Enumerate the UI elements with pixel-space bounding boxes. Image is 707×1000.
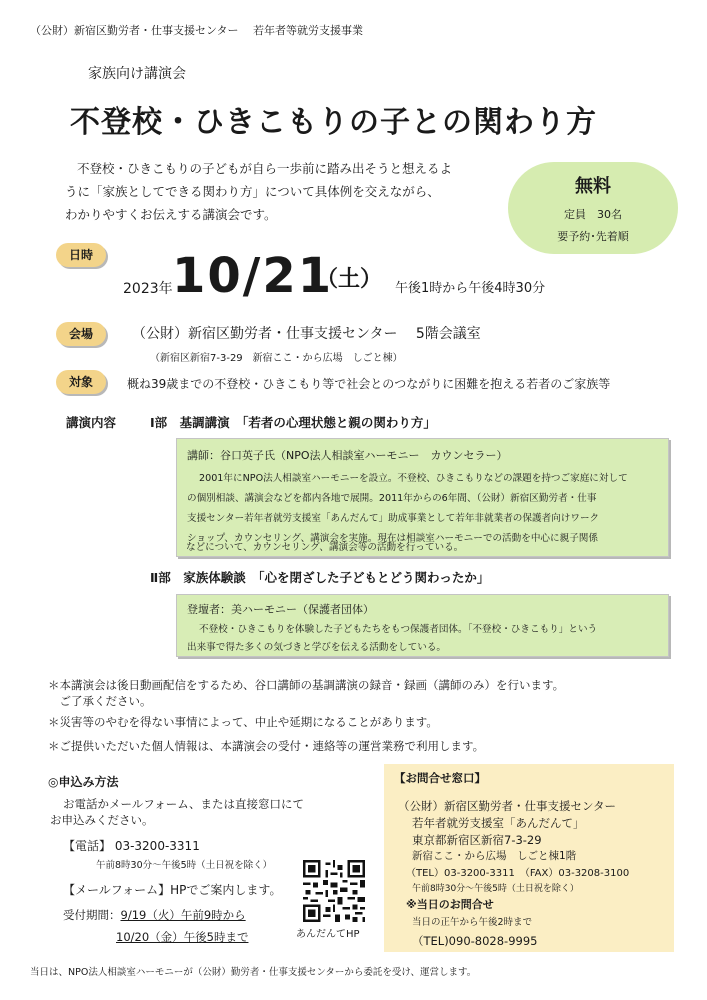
footer-note: 当日は、NPO法人相談室ハーモニーが（公財）勤労者・仕事支援センターから委託を受け、運営します。 <box>30 967 477 978</box>
apply-instructions-cont: お申込みください。 <box>50 813 154 827</box>
event-subtitle: 家族向け講演会 <box>88 66 186 82</box>
page-title: 不登校・ひきこもりの子との関わり方 <box>70 105 597 140</box>
apply-period-label: 受付期間： <box>63 908 121 922</box>
date-label-pill: 日時 <box>56 243 106 267</box>
free-label: 無料 <box>575 176 611 197</box>
free-badge <box>508 162 678 254</box>
apply-phone: 【電話】 03-3200-3311 <box>63 839 200 853</box>
venue-name: （公財）新宿区勤労者・仕事支援センター 5階会議室 <box>132 326 481 342</box>
intro-line-1: 不登校・ひきこもりの子どもが自ら一歩前に踏み出そうと想えるよ <box>77 161 453 176</box>
presenter-bio-line: 出来事で得た多くの気づきと学びを伝える活動をしている。 <box>187 642 447 653</box>
apply-instructions: お電話かメールフォーム、または直接窓口にて <box>63 797 305 811</box>
contact-tel-fax: （TEL）03-3200-3311 （FAX）03-3208-3100 <box>406 868 630 879</box>
target-text: 概ね39歳までの不登校・ひきこもり等で社会とのつながりに困難を抱える若者のご家族等 <box>127 377 611 391</box>
note-recording-cont: ご了承ください。 <box>48 694 152 708</box>
apply-period-start: 9/19（火）午前9時から <box>120 908 246 922</box>
target-label-pill: 対象 <box>56 370 106 394</box>
venue-label-pill: 会場 <box>56 322 106 346</box>
apply-period-end: 10/20（金）午後5時まで <box>116 930 249 944</box>
apply-period <box>63 907 246 923</box>
speaker-bio-line: の個別相談、講演会などを都内各地で展開。2011年からの6年間、（公財）新宿区勤労者・仕事 <box>187 493 597 504</box>
apply-heading: ◎申込み方法 <box>48 775 119 789</box>
venue-address: （新宿区新宿7-3-29 新宿ここ・から広場 しごと棟） <box>150 353 403 364</box>
presenter-name: 登壇者：美ハーモニー（保護者団体） <box>187 603 374 616</box>
speaker-name: 講師：谷口英子氏（NPO法人相談室ハーモニー カウンセラー） <box>187 449 508 462</box>
contact-heading: 【お問合せ窓口】 <box>394 771 486 785</box>
speaker-bio-line: 2001年にNPO法人相談室ハーモニーを設立。不登校、ひきこもりなどの課題を持つご家庭に対して <box>199 473 628 484</box>
contact-address-building: 新宿ここ・から広場 しごと棟1階 <box>412 850 577 862</box>
apply-phone-hours: 午前8時30分～午後5時（土日祝を除く） <box>96 860 273 871</box>
note-cancellation: ＊災害等のやむを得ない事情によって、中止や延期になることがあります。 <box>48 715 438 729</box>
speaker-bio-line: ショップ、カウンセリング、講演会を実施。現在は相談室ハーモニーでの活動を中心に親子関係 <box>187 533 598 544</box>
header-org-line: （公財）新宿区勤労者・仕事支援センター 若年者等就労支援事業 <box>30 24 364 37</box>
speaker-bio-line: 支援センター若年者就労支援室「あんだんて」助成事業として若年非就業者の保護者向けワーク <box>187 513 600 524</box>
event-year: 2023年 <box>123 281 173 297</box>
note-privacy: ＊ご提供いただいた個人情報は、本講演会の受付・連絡等の運営業務で利用します。 <box>48 739 485 753</box>
contact-sameday-tel: （TEL)090-8028-9995 <box>412 934 538 948</box>
contact-address: 東京都新宿区新宿7-3-29 <box>412 833 542 847</box>
presenter-bio-line: 不登校・ひきこもりを体験した子どもたちをもつ保護者団体。「不登校・ひきこもり」という <box>199 624 598 635</box>
note-recording: ＊本講演会は後日動画配信をするため、谷口講師の基調講演の録音・録画（講師のみ）を行います。 <box>48 678 565 692</box>
contact-org-sub: 若年者就労支援室「あんだんて」 <box>412 816 585 830</box>
qr-code-icon[interactable] <box>303 860 365 922</box>
apply-mail-form: 【メールフォーム】HPでご案内します。 <box>63 883 282 897</box>
contact-org: （公財）新宿区勤労者・仕事支援センター <box>398 799 617 813</box>
intro-line-3: わかりやすくお伝えする講演会です。 <box>65 207 277 222</box>
contact-sameday-heading: ※当日のお問合せ <box>406 898 494 911</box>
intro-text <box>65 157 520 226</box>
part1-title: Ⅰ部 基調講演 「若者の心理状態と親の関わり方」 <box>150 415 436 430</box>
qr-label: あんだんてHP <box>296 929 360 940</box>
capacity-label: 定員 30名 <box>564 208 622 221</box>
part2-title: Ⅱ部 家族体験談 「心を閉ざした子どもとどう関わったか」 <box>150 570 490 585</box>
event-time: 午後1時から午後4時30分 <box>395 281 546 296</box>
event-date: 10/21 <box>172 248 334 304</box>
contact-hours: 午前8時30分～午後5時（土日祝を除く） <box>412 884 579 894</box>
contact-sameday-hours: 当日の正午から午後2時まで <box>412 917 533 928</box>
reservation-label: 要予約･先着順 <box>557 230 629 243</box>
speaker-bio-line: などについて、カウンセリング、講演会等の活動を行っている。 <box>186 542 464 553</box>
lecture-content-label: 講演内容 <box>66 415 117 430</box>
event-day-of-week: （土） <box>316 267 383 292</box>
contact-box <box>384 764 674 952</box>
intro-line-2: うに「家族としてできる関わり方」について具体例を交えながら、 <box>65 184 440 199</box>
presenter-box <box>176 594 669 657</box>
